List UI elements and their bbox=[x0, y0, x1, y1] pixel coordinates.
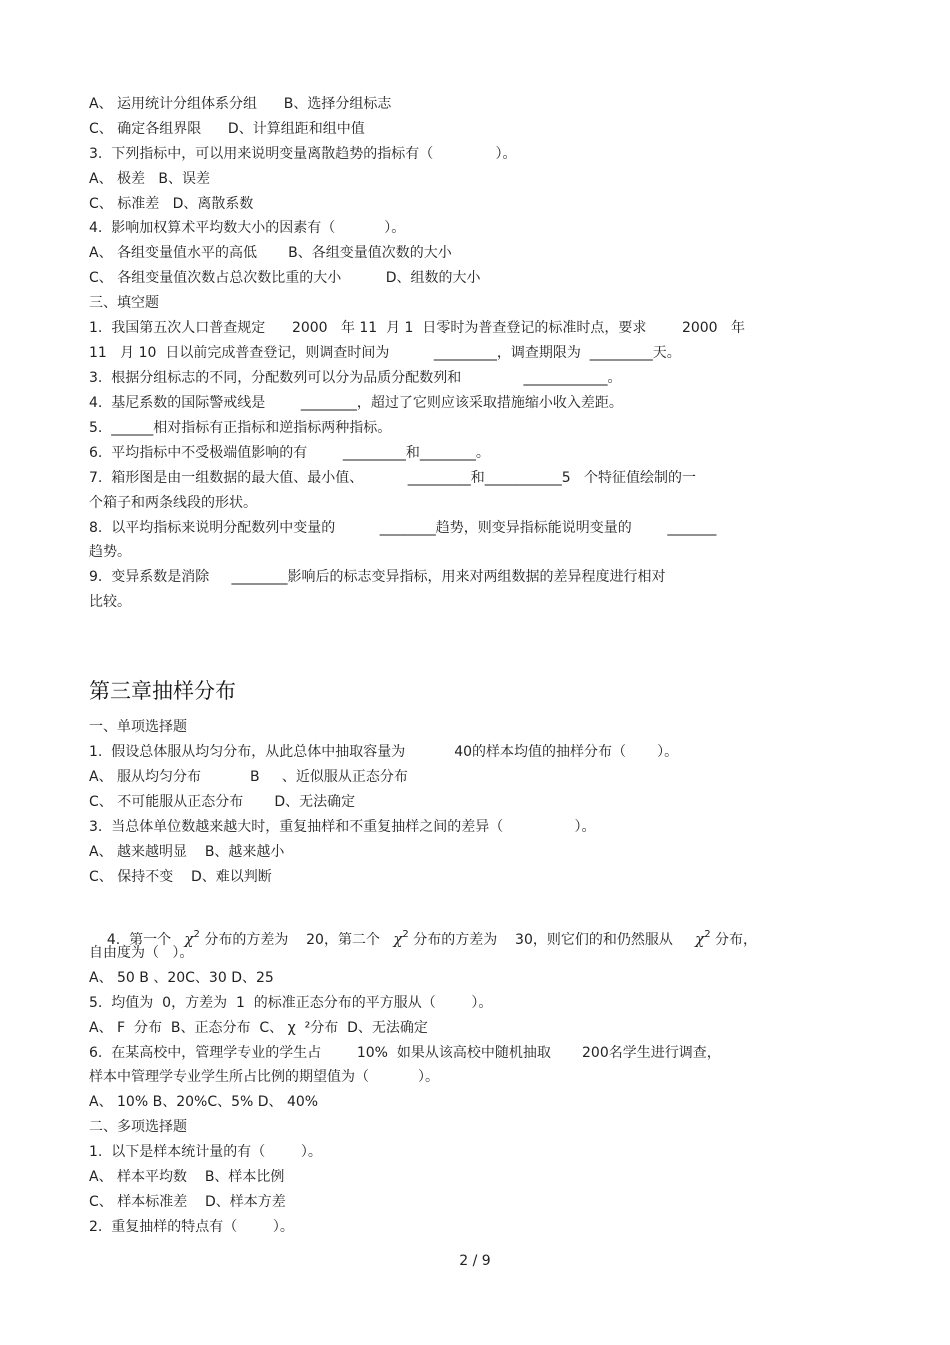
section-heading: 三、填空题 bbox=[89, 295, 159, 311]
text-line: 11 月 10 日以前完成普查登记，则调查时间为 _________，调查期限为 _________天。 bbox=[89, 345, 681, 361]
text-line: 3. 下列指标中，可以用来说明变量离散趋势的指标有（ ）。 bbox=[89, 146, 517, 162]
text-line: C、 不可能服从正态分布 D、无法确定 bbox=[89, 794, 356, 810]
text-line: A、 极差 B、误差 bbox=[89, 171, 210, 187]
chi-symbol: χ bbox=[393, 930, 403, 948]
text-line: A、 10% B、20%C、5% D、 40% bbox=[89, 1094, 319, 1110]
chi-symbol: χ bbox=[184, 930, 194, 948]
q4-mid1: 分布的方差为 20，第二个 bbox=[199, 932, 394, 948]
superscript: 2 bbox=[193, 929, 200, 940]
text-line: 趋势。 bbox=[89, 544, 131, 560]
text-line: 6. 在某高校中，管理学专业的学生占 10% 如果从该高校中随机抽取 200名学生进行调查， bbox=[89, 1045, 721, 1061]
superscript: 2 bbox=[402, 929, 409, 940]
text-line: A、 样本平均数 B、样本比例 bbox=[89, 1169, 285, 1185]
text-line: 7. 箱形图是由一组数据的最大值、最小值、 _________和___________5 个特征值绘制的一 bbox=[89, 470, 697, 486]
text-line: C、 各组变量值次数占总次数比重的大小 D、组数的大小 bbox=[89, 270, 481, 286]
text-line: 8. 以平均指标来说明分配数列中变量的 ________趋势，则变异指标能说明变量的 _______ bbox=[89, 520, 717, 536]
section-heading: 一、单项选择题 bbox=[89, 719, 187, 735]
question-4-line bbox=[89, 906, 758, 948]
text-line: A、 各组变量值水平的高低 B、各组变量值次数的大小 bbox=[89, 245, 452, 261]
q4-prefix: 4. 第一个 bbox=[106, 932, 185, 948]
text-line: 2. 重复抽样的特点有（ ）。 bbox=[89, 1219, 294, 1235]
page-number: 2 / 9 bbox=[459, 1253, 491, 1269]
text-line: A、 F 分布 B、正态分布 C、 χ ²分布 D、无法确定 bbox=[89, 1020, 428, 1036]
text-line: 3. 根据分组标志的不同，分配数列可以分为品质分配数列和 ____________。 bbox=[89, 370, 622, 386]
text-line: A、 服从均匀分布 B 、近似服从正态分布 bbox=[89, 769, 408, 785]
text-line: C、 保持不变 D、难以判断 bbox=[89, 869, 272, 885]
text-line: 自由度为（ ）。 bbox=[89, 945, 194, 961]
text-line: 4. 影响加权算术平均数大小的因素有（ ）。 bbox=[89, 220, 406, 236]
text-line: A、 越来越明显 B、越来越小 bbox=[89, 844, 285, 860]
text-line: 比较。 bbox=[89, 594, 131, 610]
superscript: 2 bbox=[704, 929, 711, 940]
chapter-title: 第三章抽样分布 bbox=[89, 679, 236, 703]
text-line: C、 样本标准差 D、样本方差 bbox=[89, 1194, 286, 1210]
q4-suffix: 分布， bbox=[710, 932, 758, 948]
text-line: 3. 当总体单位数越来越大时，重复抽样和不重复抽样之间的差异（ ）。 bbox=[89, 819, 596, 835]
text-line: 1. 以下是样本统计量的有（ ）。 bbox=[89, 1144, 322, 1160]
section-heading: 二、多项选择题 bbox=[89, 1119, 187, 1135]
q4-mid2: 分布的方差为 30，则它们的和仍然服从 bbox=[408, 932, 696, 948]
text-line: 样本中管理学专业学生所占比例的期望值为（ ）。 bbox=[89, 1069, 439, 1085]
text-line: 6. 平均指标中不受极端值影响的有 _________和________。 bbox=[89, 445, 490, 461]
text-line: 1. 假设总体服从均匀分布，从此总体中抽取容量为 40的样本均值的抽样分布（ ）。 bbox=[89, 744, 679, 760]
text-line: 5. 均值为 0，方差为 1 的标准正态分布的平方服从（ ）。 bbox=[89, 995, 493, 1011]
text-line: 5. ______相对指标有正指标和逆指标两种指标。 bbox=[89, 420, 392, 436]
text-line: 1. 我国第五次人口普查规定 2000 年 11 月 1 日零时为普查登记的标准时点，要求 2000 年 bbox=[89, 320, 745, 336]
chi-symbol: χ bbox=[695, 930, 705, 948]
text-line: A、 50 B 、20C、30 D、25 bbox=[89, 970, 274, 986]
text-line: A、 运用统计分组体系分组 B、选择分组标志 bbox=[89, 96, 392, 112]
text-line: C、 标准差 D、离散系数 bbox=[89, 196, 254, 212]
text-line: 个箱子和两条线段的形状。 bbox=[89, 495, 257, 511]
text-line: 9. 变异系数是消除 ________影响后的标志变异指标，用来对两组数据的差异程度进行相对 bbox=[89, 569, 666, 585]
text-line: 4. 基尼系数的国际警戒线是 ________，超过了它则应该采取措施缩小收入差距。 bbox=[89, 395, 623, 411]
text-line: C、 确定各组界限 D、计算组距和组中值 bbox=[89, 121, 365, 137]
